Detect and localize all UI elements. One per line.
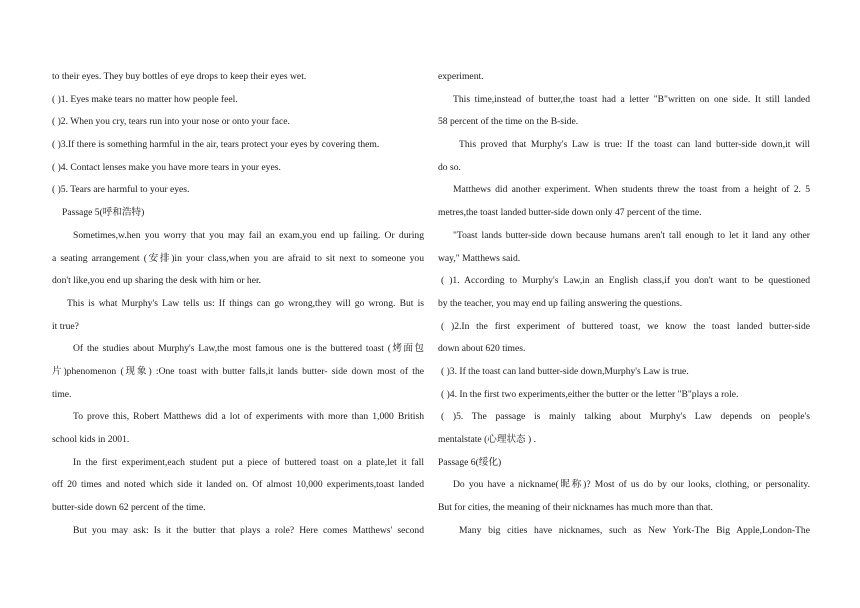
text-line: butter-side down 62 percent of the time. [52,502,206,514]
text-line: Of the studies about Murphy's Law,the most famous one is the buttered toast (烤面包 [73,343,424,355]
text-line: way," Matthews said. [438,252,521,264]
text-line: This is what Murphy's Law tells us: If things can go wrong,they will go wrong. But is [67,297,424,309]
text-line: experiment. [438,71,484,82]
text-line: metres,the toast landed butter-side down only 47 percent of the time. [438,207,702,219]
text-line: down about 620 times. [438,343,526,355]
question-line: ( )4. Contact lenses make you have more tears in your eyes. [52,161,281,173]
question-line: ( )5. The passage is mainly talking about Murphy's Law depends on people's [441,411,810,423]
text-line: But you may ask: Is it the butter that plays a role? Here comes Matthews' second [73,524,424,536]
text-line: mentalstate (心理状态 ) . [438,434,537,445]
text-line: Matthews did another experiment. When students threw the toast from a height of 2. 5 [453,184,810,196]
text-line: it true? [52,320,79,332]
left-column [52,66,424,542]
text-line: "Toast lands butter-side down because humans aren't tall enough to let it land any other [453,229,810,241]
text-line: This time,instead of butter,the toast had a letter "B"written on one side. It still landed [453,93,810,105]
text-line: Do you have a nickname(昵称)? Most of us do by our looks, clothing, or personality. [453,479,810,491]
text-line: But for cities, the meaning of their nicknames has much more than that. [438,502,713,514]
question-line: ( )4. In the first two experiments,either the butter or the letter "B"plays a role. [441,388,739,400]
text-line: by the teacher, you may end up failing answering the questions. [438,297,683,309]
text-line: Many big cities have nicknames, such as New York-The Big Apple,London-The [459,524,810,536]
text-line: Sometimes,w.hen you worry that you may fail an exam,you end up failing. Or during [73,229,424,241]
text-line: off 20 times and noted which side it landed on. Of almost 10,000 experiments,toast landed [52,479,424,491]
question-line: ( )1. According to Murphy's Law,in an English class,if you don't want to be questioned [441,275,810,287]
question-line: ( )1. Eyes make tears no matter how people feel. [52,93,238,105]
text-line: To prove this, Robert Matthews did a lot of experiments with more than 1,000 British [73,411,424,423]
text-line: don't like,you end up sharing the desk with him or her. [52,275,262,287]
text-line: 58 percent of the time on the B-side. [438,116,579,128]
question-line: ( )3. If the toast can land butter-side down,Murphy's Law is true. [441,365,689,377]
question-line: ( )2. When you cry, tears run into your nose or onto your face. [52,116,290,128]
text-line: time. [52,388,72,400]
question-line: ( )2.In the first experiment of buttered toast, we know the toast landed butter-side [441,320,810,332]
text-line: to their eyes. They buy bottles of eye drops to keep their eyes wet. [52,71,307,82]
passage-heading: Passage 5(呼和浩特) [62,207,145,219]
text-line: This proved that Murphy's Law is true: If the toast can land butter-side down,it will [459,139,810,151]
text-line: a seating arrangement (安排)in your class,when you are afraid to sit next to someone you [52,252,424,264]
text-line: do so. [438,161,461,173]
text-line: school kids in 2001. [52,434,130,445]
text-line: 片)phenomenon (现象) :One toast with butter falls,it lands butter- side down most of the [52,365,424,377]
question-line: ( )5. Tears are harmful to your eyes. [52,184,190,196]
question-line: ( )3.If there is something harmful in the air, tears protect your eyes by covering them. [52,139,380,151]
text-line: In the first experiment,each student put a piece of buttered toast on a plate,let it fall [73,456,424,468]
passage-heading: Passage 6(绥化) [438,456,502,468]
right-column [438,66,810,542]
